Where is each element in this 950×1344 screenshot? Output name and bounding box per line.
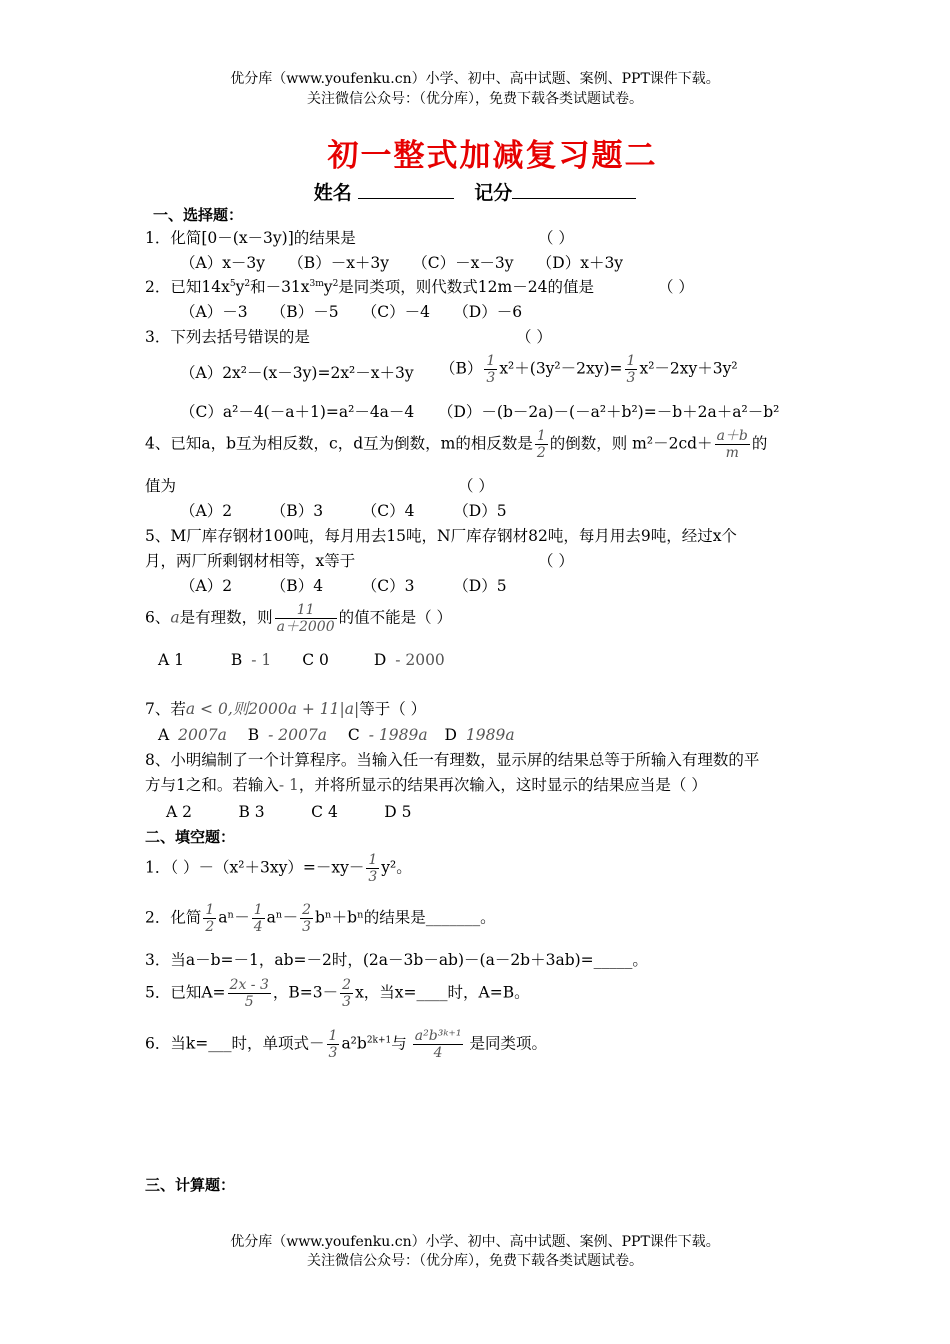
q5-answer-paren[interactable]: （ ） [538, 552, 574, 570]
q1-answer-paren[interactable]: （ ） [538, 229, 574, 247]
q4-stem: 4、已知a，b互为相反数，c，d互为倒数，m的相反数是 $\frac{1}{2}$ 的倒数，则 m²－2cd＋ $\frac{a+b}{m}$ 的 [145, 428, 768, 461]
fill-6: 6．当k=___时，单项式－ $\frac{1}{3}$ $a^2b^{2k+1}$与 $\frac{\text{a²b³ᵏ⁺¹}}{4}$ 是同类项。 [145, 1028, 547, 1061]
q2-answer-paren[interactable]: （ ） [658, 278, 694, 296]
q4-options: （A）2 （B）3 （C）4 （D）5 [180, 502, 507, 520]
score-label: 记分 [474, 182, 513, 204]
q4-stem-line2: 值为 [145, 477, 177, 495]
footer-line-1: 优分库（www.youfenku.cn）小学、初中、高中试题、案例、PPT课件下载。 [230, 1234, 720, 1250]
q3-option-b: （B） $\frac{1}{3}$ x²＋(3y²－2xy)= $\frac{1}{3}$ x²－2xy＋3y² [440, 353, 738, 386]
q7-stem: 7、若a < 0,则2000a + 11|a|等于（ ） [145, 700, 427, 718]
q2-options: （A）－3 （B）－5 （C）－4 （D）－6 [180, 303, 523, 321]
q3-answer-paren[interactable]: （ ） [516, 328, 552, 346]
q3-option-c: （C）a²－4(－a＋1)=a²－4a－4 [180, 403, 415, 421]
q8-stem-line2: 方与1之和。若输入- 1，并将所显示的结果再次输入，这时显示的结果应当是（ ） [145, 776, 707, 794]
q8-options: A 2 B 3 C 4 D 5 [166, 803, 412, 821]
q3-option-a: （A）2x²－(x－3y)=2x²－x＋3y [180, 364, 414, 382]
q5-stem-line2: 月，两厂所剩钢材相等，x等于 [145, 552, 356, 570]
fill-6-blank[interactable]: ___ [208, 1034, 232, 1053]
page-title: 初一整式加减复习题二 [327, 138, 658, 174]
name-label: 姓名 [313, 182, 352, 204]
section-fill-heading: 二、填空题： [145, 828, 236, 846]
q7-options: A 2007a B - 2007a C - 1989a D 1989a [158, 726, 515, 744]
q3-stem: 3．下列去括号错误的是 [145, 328, 310, 346]
header-line-2: 关注微信公众号：（优分库），免费下载各类试题试卷。 [307, 91, 643, 107]
fill-5-blank[interactable]: ____ [416, 983, 448, 1002]
fill-2-blank[interactable]: _______ [425, 908, 481, 927]
fill-3-blank[interactable]: _____ [593, 951, 633, 969]
q3-option-d: （D）－(b－2a)－(－a²＋b²)=－b＋2a＋a²－b² [438, 403, 780, 421]
fill-3: 3．当a－b=－1，ab=－2时，(2a－3b－ab)－(a－2b＋3ab)=_____。 [145, 951, 648, 969]
name-field[interactable] [358, 198, 454, 199]
section-calc-heading: 三、计算题： [145, 1176, 236, 1194]
q1-stem: 1．化简[0－(x－3y)]的结果是 [145, 229, 356, 247]
fill-5: 5．已知A= $\frac{2x - 3}{5}$ ，B=3－ $\frac{2}{3}$ x，当x=____时，A=B。 [145, 977, 530, 1010]
score-field[interactable] [512, 198, 636, 199]
q5-stem-line1: 5、M厂库存钢材100吨，每月用去15吨，N厂库存钢材82吨，每月用去9吨，经过x个 [145, 527, 737, 545]
footer-line-2: 关注微信公众号：（优分库），免费下载各类试题试卷。 [307, 1253, 643, 1269]
header-line-1: 优分库（www.youfenku.cn）小学、初中、高中试题、案例、PPT课件下载。 [230, 71, 720, 87]
fill-2: 2．化简 $\frac{1}{2}$ aⁿ－ $\frac{1}{4}$ aⁿ－ $\frac{2}{3}$ bⁿ＋bⁿ的结果是_______。 [145, 902, 496, 935]
name-score-line [0, 178, 950, 205]
fill-1: 1．（ ）－（x²＋3xy）=－xy－ $\frac{1}{3}$ y²。 [145, 852, 412, 885]
q4-answer-paren[interactable]: （ ） [458, 477, 494, 495]
section-choice-heading: 一、选择题： [153, 206, 244, 224]
q6-stem: 6、a是有理数，则 $\frac{11}{a+2000}$ 的值不能是（ ） [145, 602, 453, 635]
q8-stem-line1: 8、小明编制了一个计算程序。当输入任一有理数，显示屏的结果总等于所输入有理数的平 [145, 751, 760, 769]
q2-stem: 2．已知$14x^5y^2$和$-31x^{3m}y^2$是同类项，则代数式12m－24的值是 [145, 278, 594, 296]
q1-options: （A）x－3y （B）－x＋3y （C）－x－3y （D）x＋3y [180, 254, 624, 272]
q5-options: （A）2 （B）4 （C）3 （D）5 [180, 577, 507, 595]
q6-options: A 1 B - 1 C 0 D - 2000 [158, 651, 445, 669]
